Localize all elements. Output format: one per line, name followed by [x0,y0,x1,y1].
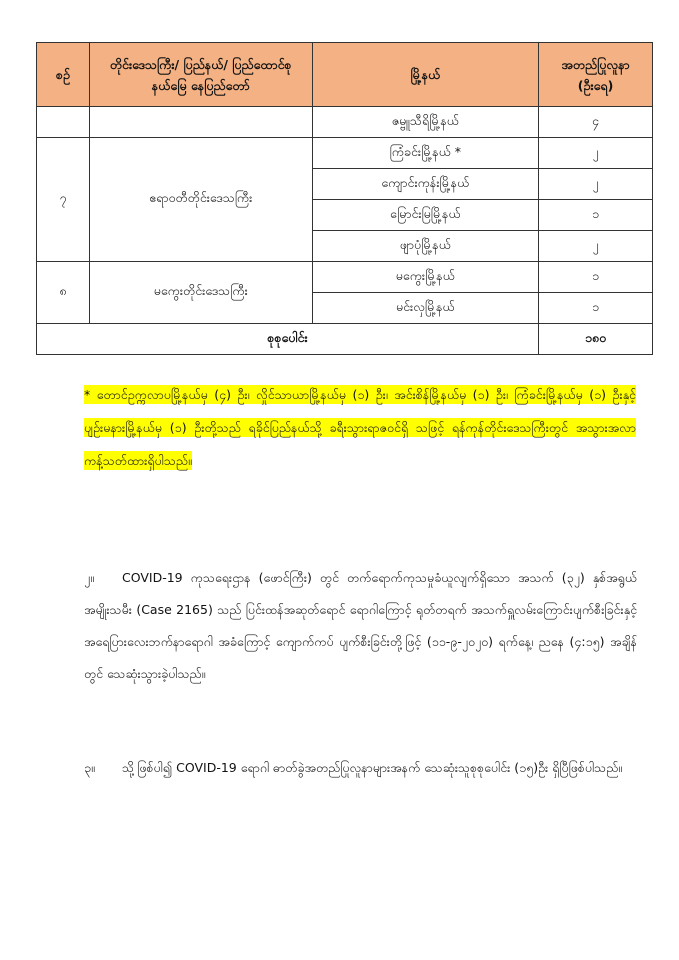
count-cell: ၁ [539,200,653,231]
no-cell: ၈ [37,262,90,324]
header-no: စဉ် [37,43,90,107]
township-cell: မကွေးမြို့နယ် [312,262,539,293]
paragraph-number: ၃။ [84,760,95,775]
no-cell: ၇ [37,138,90,262]
paragraph-text: သို့ဖြစ်ပါ၍ COVID-19 ရောဂါ ဓာတ်ခွဲအတည်ပြုလူနာများအနက် သေဆုံးသူစုစုပေါင်း (၁၅)ဦး ရှိပြီဖြစ်ပါသည်။ [122,760,623,775]
count-cell: ၁ [539,262,653,293]
township-cell: ကျောင်းကုန်းမြို့နယ် [312,169,539,200]
header-township: မြို့နယ် [312,43,539,107]
township-cell: ဖျာပုံမြို့နယ် [312,231,539,262]
paragraph-text: COVID-19 ကုသရေးဌာန (ဖောင်ကြီး) တွင် တက်ရောက်ကုသမှုခံယူလျက်ရှိသော အသက် (၃၂) နှစ်အရွယ် အမျိုးသမီး (Case 2165) သည် ပြင်းထန်အဆုတ်ရောင် ရောဂါကြောင့် ရုတ်တရက် အသက်ရှူလမ်းကြောင်းပျက်စီးခြင်းနှင့် အရေပြားလေးဘက်နာရောဂါ အခံကြောင့် ကျောက်ကပ် ပျက်စီးခြင်းတို့ဖြင့် (၁၁-၉-၂၀၂၀) ရက်နေ့၊ ညနေ (၄:၁၅) အချိန်တွင် သေဆုံးသွားခဲ့ပါသည်။ [84,570,637,681]
count-cell: ၂ [539,138,653,169]
table-header-row [37,43,653,107]
paragraph-2 [84,562,637,690]
region-cell: မကွေးတိုင်းဒေသကြီး [89,262,312,324]
count-cell: ၂ [539,169,653,200]
region-cell [89,107,312,138]
region-cell: ဧရာဝတီတိုင်းဒေသကြီး [89,138,312,262]
paragraph-number: ၂။ [84,570,94,585]
total-row [37,324,653,355]
township-cell: မြောင်းမြမြို့နယ် [312,200,539,231]
header-region: တိုင်းဒေသကြီး/ ပြည်နယ်/ ပြည်ထောင်စုနယ်မြေ နေပြည်တော် [89,43,312,107]
total-value: ၁၈၀ [539,324,653,355]
total-label: စုစုပေါင်း [37,324,539,355]
case-table [36,42,653,355]
township-cell: ဇမ္ဗူသီရိမြို့နယ် [312,107,539,138]
note-text: * တောင်ဥက္ကလာပမြို့နယ်မှ (၄) ဦး၊ လှိုင်သာယာမြို့နယ်မှ (၁) ဦး၊ အင်းစိန်မြို့နယ်မှ (၁) ဦး၊ ကြံခင်းမြို့နယ်မှ (၁) ဦးနှင့် ပျဉ်းမနားမြို့နယ်မှ (၁) ဦးတို့သည် ရခိုင်ပြည်နယ်သို့ ခရီးသွားရာဇဝင်ရှိ သဖြင့် ရန်ကုန်တိုင်းဒေသကြီးတွင် အသွားအလာ ကန့်သတ်ထားရှိပါသည်။ [84,387,636,468]
table-row [37,138,653,169]
township-cell: မင်းလှမြို့နယ် [312,293,539,324]
header-confirmed: အတည်ပြုလူနာ (ဦးရေ) [539,43,653,107]
count-cell: ၁ [539,293,653,324]
paragraph-3 [84,752,637,784]
table-row [37,107,653,138]
count-cell: ၂ [539,231,653,262]
highlighted-note [84,378,636,477]
table-row [37,262,653,293]
township-cell: ကြံခင်းမြို့နယ် * [312,138,539,169]
count-cell: ၄ [539,107,653,138]
no-cell [37,107,90,138]
